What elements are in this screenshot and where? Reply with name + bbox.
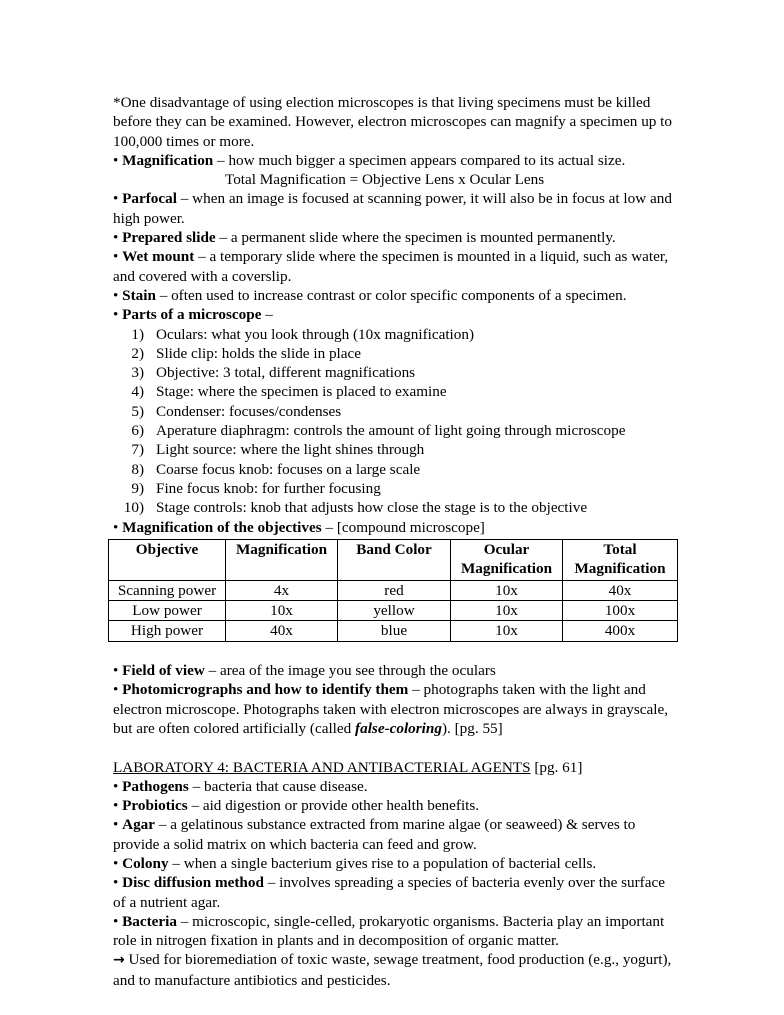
term-dash: – (187, 797, 203, 815)
cell-objective: High power (109, 621, 226, 641)
bullet-glyph: • (113, 151, 119, 169)
bullet-glyph: • (113, 190, 119, 208)
term-prepared-slide (113, 228, 676, 247)
term-label: Bacteria (122, 912, 177, 930)
term-pathogens (113, 777, 676, 796)
table-row (109, 621, 678, 641)
document-body (113, 93, 676, 990)
term-definition: area of the image you see through the oculars (219, 662, 496, 680)
term-colony (113, 854, 676, 873)
table-body (109, 580, 678, 641)
term-dash: – (155, 816, 171, 834)
bullet-glyph: • (113, 816, 119, 834)
bullet-glyph: • (113, 248, 119, 266)
term-dash: – (261, 306, 273, 324)
cell-total-magnification: 400x (563, 621, 678, 641)
cell-magnification: 4x (226, 580, 338, 600)
term-agar (113, 815, 676, 854)
bullet-glyph: • (113, 229, 119, 247)
list-item (113, 344, 676, 363)
table-row (109, 580, 678, 600)
list-item-number: 7) (131, 441, 144, 459)
term-definition: involves spreading a species of bacteria evenly over the surface of a nutrient agar. (113, 874, 665, 911)
lab-heading-title: LABORATORY 4: BACTERIA AND ANTIBACTERIAL AGENTS (113, 758, 531, 776)
bullet-glyph: • (113, 912, 119, 930)
term-definition: when a single bacterium gives rise to a population of bacterial cells. (183, 854, 597, 872)
intro-paragraph: *One disadvantage of using election microscopes is that living specimens must be killed before they can be examined. However, electron microscopes can magnify a specimen up to 100,000 times or more. (113, 94, 672, 150)
term-dash: – (204, 662, 220, 680)
cell-magnification: 40x (226, 621, 338, 641)
term-label: Wet mount (122, 248, 195, 266)
list-item-number: 1) (131, 325, 144, 343)
term-dash: – (263, 874, 280, 892)
bullet-glyph: • (113, 854, 119, 872)
cell-band-color: red (338, 580, 451, 600)
list-item-number: 5) (131, 402, 144, 420)
cell-objective: Low power (109, 601, 226, 621)
list-item-label: Objective: 3 total, different magnifications (156, 364, 416, 382)
list-item-number: 10) (123, 499, 144, 517)
term-wet-mount (113, 247, 676, 286)
spacer (113, 642, 676, 661)
list-item (113, 402, 676, 421)
closing-note (113, 950, 676, 990)
term-definition: when an image is focused at scanning power, it will also be in focus at low and high power. (113, 190, 672, 227)
cell-ocular-magnification: 10x (451, 580, 563, 600)
term-label: Probiotics (122, 797, 188, 815)
term-label: Agar (122, 816, 156, 834)
term-field-of-view (113, 661, 676, 680)
term-definition: aid digestion or provide other health benefits. (202, 797, 480, 815)
term-label: Stain (122, 286, 156, 304)
list-item-label: Stage: where the specimen is placed to examine (156, 383, 447, 401)
term-dash: – (176, 912, 193, 930)
list-item-label: Coarse focus knob: focuses on a large scale (156, 460, 421, 478)
cell-ocular-magnification: 10x (451, 601, 563, 621)
cell-ocular-magnification: 10x (451, 621, 563, 641)
bullet-glyph: • (113, 797, 119, 815)
term-label: Photomicrographs and how to identify them (122, 681, 409, 699)
term-dash: – (213, 151, 229, 169)
term-definition-part1: photographs taken with the light and electron microscope. Photographs taken with electron microscopes are always in grayscale, but are often colored artificially (called (113, 681, 668, 737)
list-item-label: Fine focus knob: for further focusing (156, 479, 381, 497)
term-dash: – (168, 854, 184, 872)
column-header-magnification: Magnification (226, 539, 338, 580)
list-item (113, 421, 676, 440)
lab-section-heading (113, 758, 676, 777)
bullet-glyph: • (113, 662, 119, 680)
list-item-number: 6) (131, 422, 144, 440)
term-definition: bacteria that cause disease. (203, 777, 368, 795)
list-item (113, 382, 676, 401)
list-item-label: Oculars: what you look through (10x magnification) (156, 325, 475, 343)
term-label: Magnification (122, 151, 214, 169)
list-item-label: Condenser: focuses/condenses (156, 402, 342, 420)
term-dash: – (188, 777, 204, 795)
heading-magnification-of-objectives (113, 518, 676, 537)
table-header-row (109, 539, 678, 580)
term-definition: microscopic, single-celled, prokaryotic organisms. Bacteria play an important role in nitrogen fixation in plants and in decomposition of organic matter. (113, 912, 665, 950)
column-header-objective: Objective (109, 539, 226, 580)
term-dash: – (321, 518, 337, 536)
cell-objective: Scanning power (109, 580, 226, 600)
term-definition: often used to increase contrast or color specific components of a specimen. (171, 286, 627, 304)
term-definition: a gelatinous substance extracted from marine algae (or seaweed) & serves to provide a solid matrix on which bacteria can feed and grow. (113, 816, 636, 853)
term-label: Pathogens (122, 777, 189, 795)
term-definition: a permanent slide where the specimen is mounted permanently. (230, 229, 616, 247)
term-definition: a temporary slide where the specimen is mounted in a liquid, such as water, and covered with a coverslip. (113, 248, 669, 285)
cell-total-magnification: 40x (563, 580, 678, 600)
parts-list (113, 325, 676, 518)
term-bacteria (113, 912, 676, 951)
list-item (113, 460, 676, 479)
bullet-glyph: • (113, 518, 119, 536)
list-item-label: Aperature diaphragm: controls the amount of light going through microscope (156, 422, 626, 440)
term-disc-diffusion-method (113, 873, 676, 912)
term-parfocal (113, 189, 676, 228)
emphasis-false-coloring: false-coloring (355, 719, 442, 737)
term-stain (113, 286, 676, 305)
spacer (113, 738, 676, 757)
table-header (109, 539, 678, 580)
list-item-number: 3) (131, 364, 144, 382)
term-magnification (113, 151, 676, 170)
term-dash: – (194, 248, 210, 266)
list-item-number: 8) (131, 460, 144, 478)
bullet-glyph: • (113, 306, 119, 324)
term-label: Colony (122, 854, 169, 872)
list-item-label: Slide clip: holds the slide in place (156, 344, 361, 362)
term-label: Disc diffusion method (122, 874, 264, 892)
heading-parts-of-a-microscope (113, 305, 676, 324)
term-photomicrographs (113, 680, 676, 738)
term-label: Parfocal (122, 190, 177, 208)
list-item (113, 440, 676, 459)
term-probiotics (113, 796, 676, 815)
bullet-glyph: • (113, 874, 119, 892)
list-item-number: 9) (131, 479, 144, 497)
term-dash: – (408, 681, 424, 699)
list-item-number: 2) (131, 344, 144, 362)
list-item-label: Light source: where the light shines through (156, 441, 425, 459)
term-label: Field of view (122, 662, 205, 680)
bullet-glyph: • (113, 681, 119, 699)
term-dash: – (155, 286, 172, 304)
term-dash: – (176, 190, 193, 208)
closing-note-text: Used for bioremediation of toxic waste, sewage treatment, food production (e.g., yogurt), and to manufacture antibiotics and pesticides. (113, 951, 672, 989)
cell-band-color: blue (338, 621, 451, 641)
column-header-band-color: Band Color (338, 539, 451, 580)
term-label: Magnification of the objectives (122, 518, 322, 536)
bullet-glyph: • (113, 286, 119, 304)
column-header-ocular-magnification: Ocular Magnification (451, 539, 563, 580)
lab-heading-page-ref: [pg. 61] (530, 758, 583, 776)
cell-band-color: yellow (338, 601, 451, 621)
term-suffix: [compound microscope] (336, 518, 485, 536)
list-item-label: Stage controls: knob that adjusts how close the stage is to the objective (156, 499, 588, 517)
list-item (113, 479, 676, 498)
term-label: Parts of a microscope (122, 306, 262, 324)
term-definition-part2: ). [pg. 55] (441, 719, 503, 737)
total-magnification-formula: Total Magnification = Objective Lens x Ocular Lens (225, 171, 545, 189)
list-item (113, 325, 676, 344)
arrow-right-icon: → (113, 952, 125, 969)
magnification-table (108, 539, 678, 642)
term-label: Prepared slide (122, 229, 216, 247)
table-row (109, 601, 678, 621)
list-item-number: 4) (131, 383, 144, 401)
term-definition: how much bigger a specimen appears compared to its actual size. (228, 151, 626, 169)
term-dash: – (215, 229, 231, 247)
bullet-glyph: • (113, 777, 119, 795)
list-item (113, 498, 676, 517)
column-header-total-magnification: Total Magnification (563, 539, 678, 580)
list-item (113, 363, 676, 382)
cell-magnification: 10x (226, 601, 338, 621)
cell-total-magnification: 100x (563, 601, 678, 621)
